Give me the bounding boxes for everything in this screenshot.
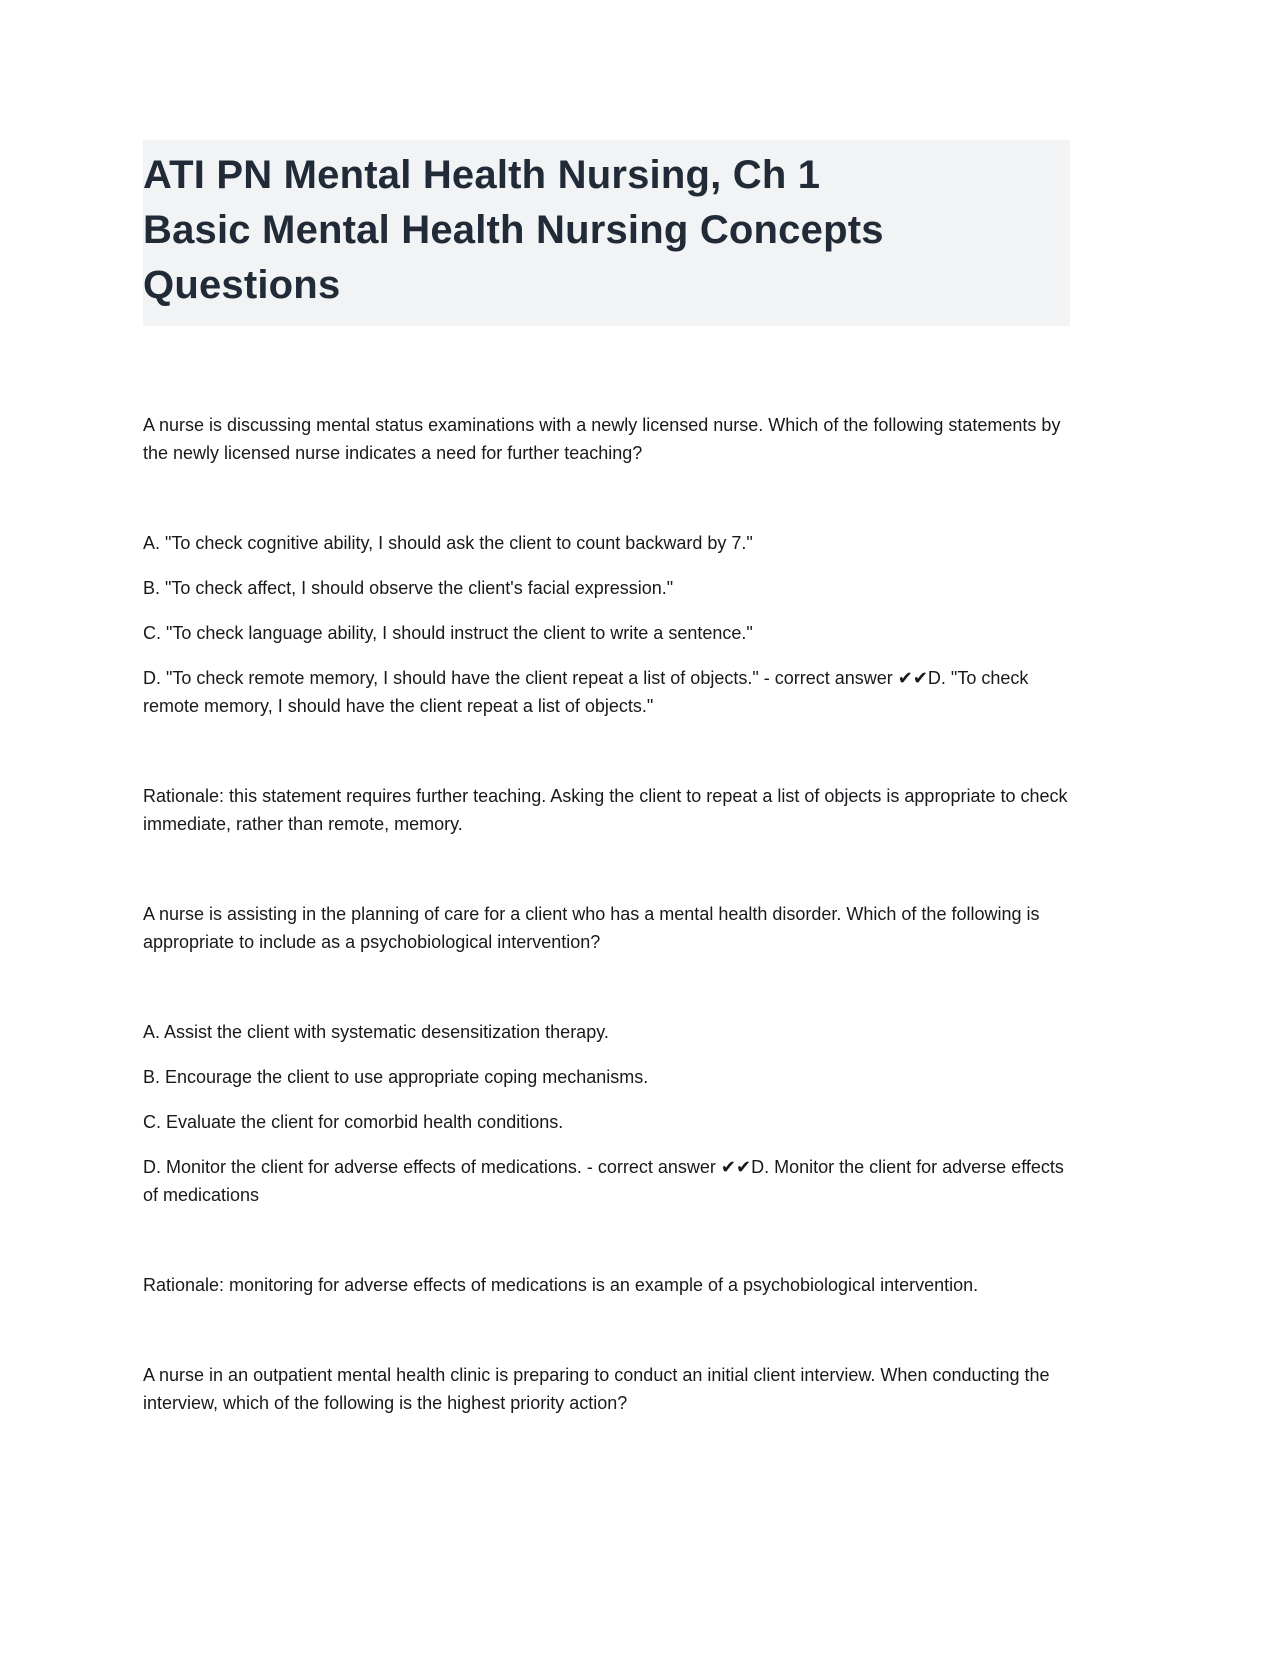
title-line-1: ATI PN Mental Health Nursing, Ch 1 <box>143 153 821 197</box>
title-line-3: Questions <box>143 263 341 308</box>
answer-option-d: D. Monitor the client for adverse effects of medications. - correct answer ✔✔D. Monitor the client for adverse effects of medications <box>143 1156 1064 1205</box>
rationale-text: Rationale: this statement requires further teaching. Asking the client to repeat a list of objects is appropriate to check immediate, rather than remote, memory. <box>143 785 1068 834</box>
question-prompt: A nurse in an outpatient mental health clinic is preparing to conduct an initial client interview. When conducting the interview, which of the following is the highest priority action? <box>143 1364 1050 1413</box>
question-prompt: A nurse is assisting in the planning of care for a client who has a mental health disorder. Which of the following is appropriate to include as a psychobiological intervention? <box>143 903 1040 952</box>
title-line-2: Basic Mental Health Nursing Concepts <box>143 208 884 253</box>
question-block-2 <box>143 900 1070 1299</box>
answer-option-d: D. "To check remote memory, I should have the client repeat a list of objects." - correct answer ✔✔D. "To check remote memory, I should have the client repeat a list of objects." <box>143 667 1029 716</box>
document-title <box>143 148 1066 314</box>
answer-option-a: A. Assist the client with systematic desensitization therapy. <box>143 1021 609 1042</box>
answer-option-c: C. "To check language ability, I should instruct the client to write a sentence." <box>143 622 753 643</box>
question-prompt: A nurse is discussing mental status examinations with a newly licensed nurse. Which of the following statements by the newly licensed nurse indicates a need for further teaching? <box>143 414 1061 463</box>
question-block-1 <box>143 411 1070 838</box>
answer-option-c: C. Evaluate the client for comorbid health conditions. <box>143 1111 564 1132</box>
title-highlight-block <box>143 140 1070 326</box>
answer-option-a: A. "To check cognitive ability, I should ask the client to count backward by 7." <box>143 532 753 553</box>
rationale-text: Rationale: monitoring for adverse effects of medications is an example of a psychobiological intervention. <box>143 1274 979 1295</box>
question-block-3 <box>143 1361 1070 1417</box>
answer-option-b: B. Encourage the client to use appropriate coping mechanisms. <box>143 1066 649 1087</box>
document-body <box>143 411 1070 1417</box>
answer-option-b: B. "To check affect, I should observe the client's facial expression." <box>143 577 674 598</box>
